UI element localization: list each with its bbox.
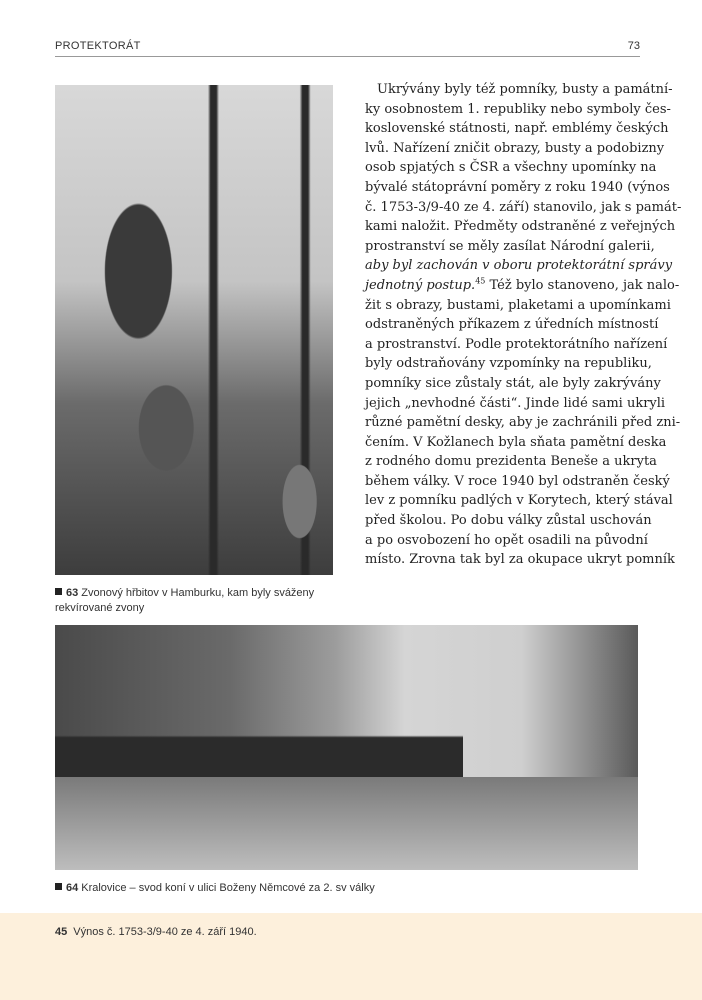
text-line [365, 276, 680, 296]
text-line: odstraněných příkazem z úředních místností [365, 317, 659, 333]
text-fragment: Též bylo stanoveno, jak nalo- [485, 277, 680, 293]
text-line: lev z pomníku padlých v Korytech, který stával [365, 493, 673, 509]
text-line: z rodného domu prezidenta Beneše a ukryta [365, 454, 657, 470]
photo-kralovice-horses [55, 625, 638, 870]
text-line: žit s obrazy, bustami, plaketami a upomínkami [365, 297, 671, 313]
text-line: prostranství se měly zasílat Národní galerii, [365, 238, 655, 254]
text-line: čením. V Kožlanech byla sňata pamětní deska [365, 434, 667, 450]
page-number: 73 [627, 40, 640, 52]
text-line: byly odstraňovány vzpomínky na republiku, [365, 356, 652, 372]
text-line: a prostranství. Podle protektorátního nařízení [365, 336, 668, 352]
body-text [365, 80, 682, 570]
text-line: jejich „nevhodné části“. Jinde lidé sami ukryli [365, 395, 666, 411]
text-line: před školou. Po dobu války zůstal uschován [365, 513, 652, 529]
figure-caption-63 [55, 586, 340, 616]
footnote-text: Výnos č. 1753-3/9-40 ze 4. září 1940. [73, 926, 257, 938]
text-line: č. 1753-3/9-40 ze 4. září) stanovilo, jak s památ- [365, 199, 682, 215]
text-line: místo. Zrovna tak byl za okupace ukryt pomník [365, 552, 675, 568]
caption-text: Zvonový hřbitov v Hamburku, kam byly sváženy rekvírované zvony [55, 587, 315, 614]
text-line: koslovenské státnosti, např. emblémy českých [365, 121, 669, 137]
text-line: kami naložit. Předměty odstraněné z veřejných [365, 219, 676, 235]
figure-caption-64 [55, 881, 555, 896]
text-line: bývalé státoprávní poměry z roku 1940 (výnos [365, 179, 670, 195]
text-line: různé pamětní desky, aby je zachránili před zni- [365, 415, 681, 431]
figure-number: 64 [66, 882, 79, 894]
photo-bell-cemetery [55, 85, 333, 575]
figure-number: 63 [66, 587, 79, 599]
text-line: Ukrývány byly též pomníky, busty a památní- [377, 82, 673, 97]
text-line-italic: aby byl zachován v oboru protektorátní správy [365, 258, 673, 274]
footnote-ref[interactable]: 45 [475, 276, 486, 286]
header-rule [55, 56, 640, 57]
text-line: ky osobnostem 1. republiky nebo symboly čes- [365, 101, 671, 117]
text-line: během války. V roce 1940 byl odstraněn český [365, 473, 670, 489]
footnote [55, 926, 257, 938]
caption-text: Kralovice – svod koní v ulici Boženy Němcové za 2. sv války [81, 882, 375, 894]
caption-bullet [55, 588, 62, 595]
running-title: PROTEKTORÁT [55, 40, 141, 52]
caption-bullet [55, 883, 62, 890]
text-line: lvů. Nařízení zničit obrazy, busty a podobizny [365, 140, 665, 156]
text-line: a po osvobození ho opět osadili na původní [365, 532, 648, 548]
text-line: pomníky sice zůstaly stát, ale byly zakrývány [365, 375, 661, 391]
footnote-number: 45 [55, 926, 68, 938]
italic-quote: jednotný postup. [365, 277, 476, 293]
text-line: osob spjatých s ČSR a všechny upomínky na [365, 160, 657, 176]
